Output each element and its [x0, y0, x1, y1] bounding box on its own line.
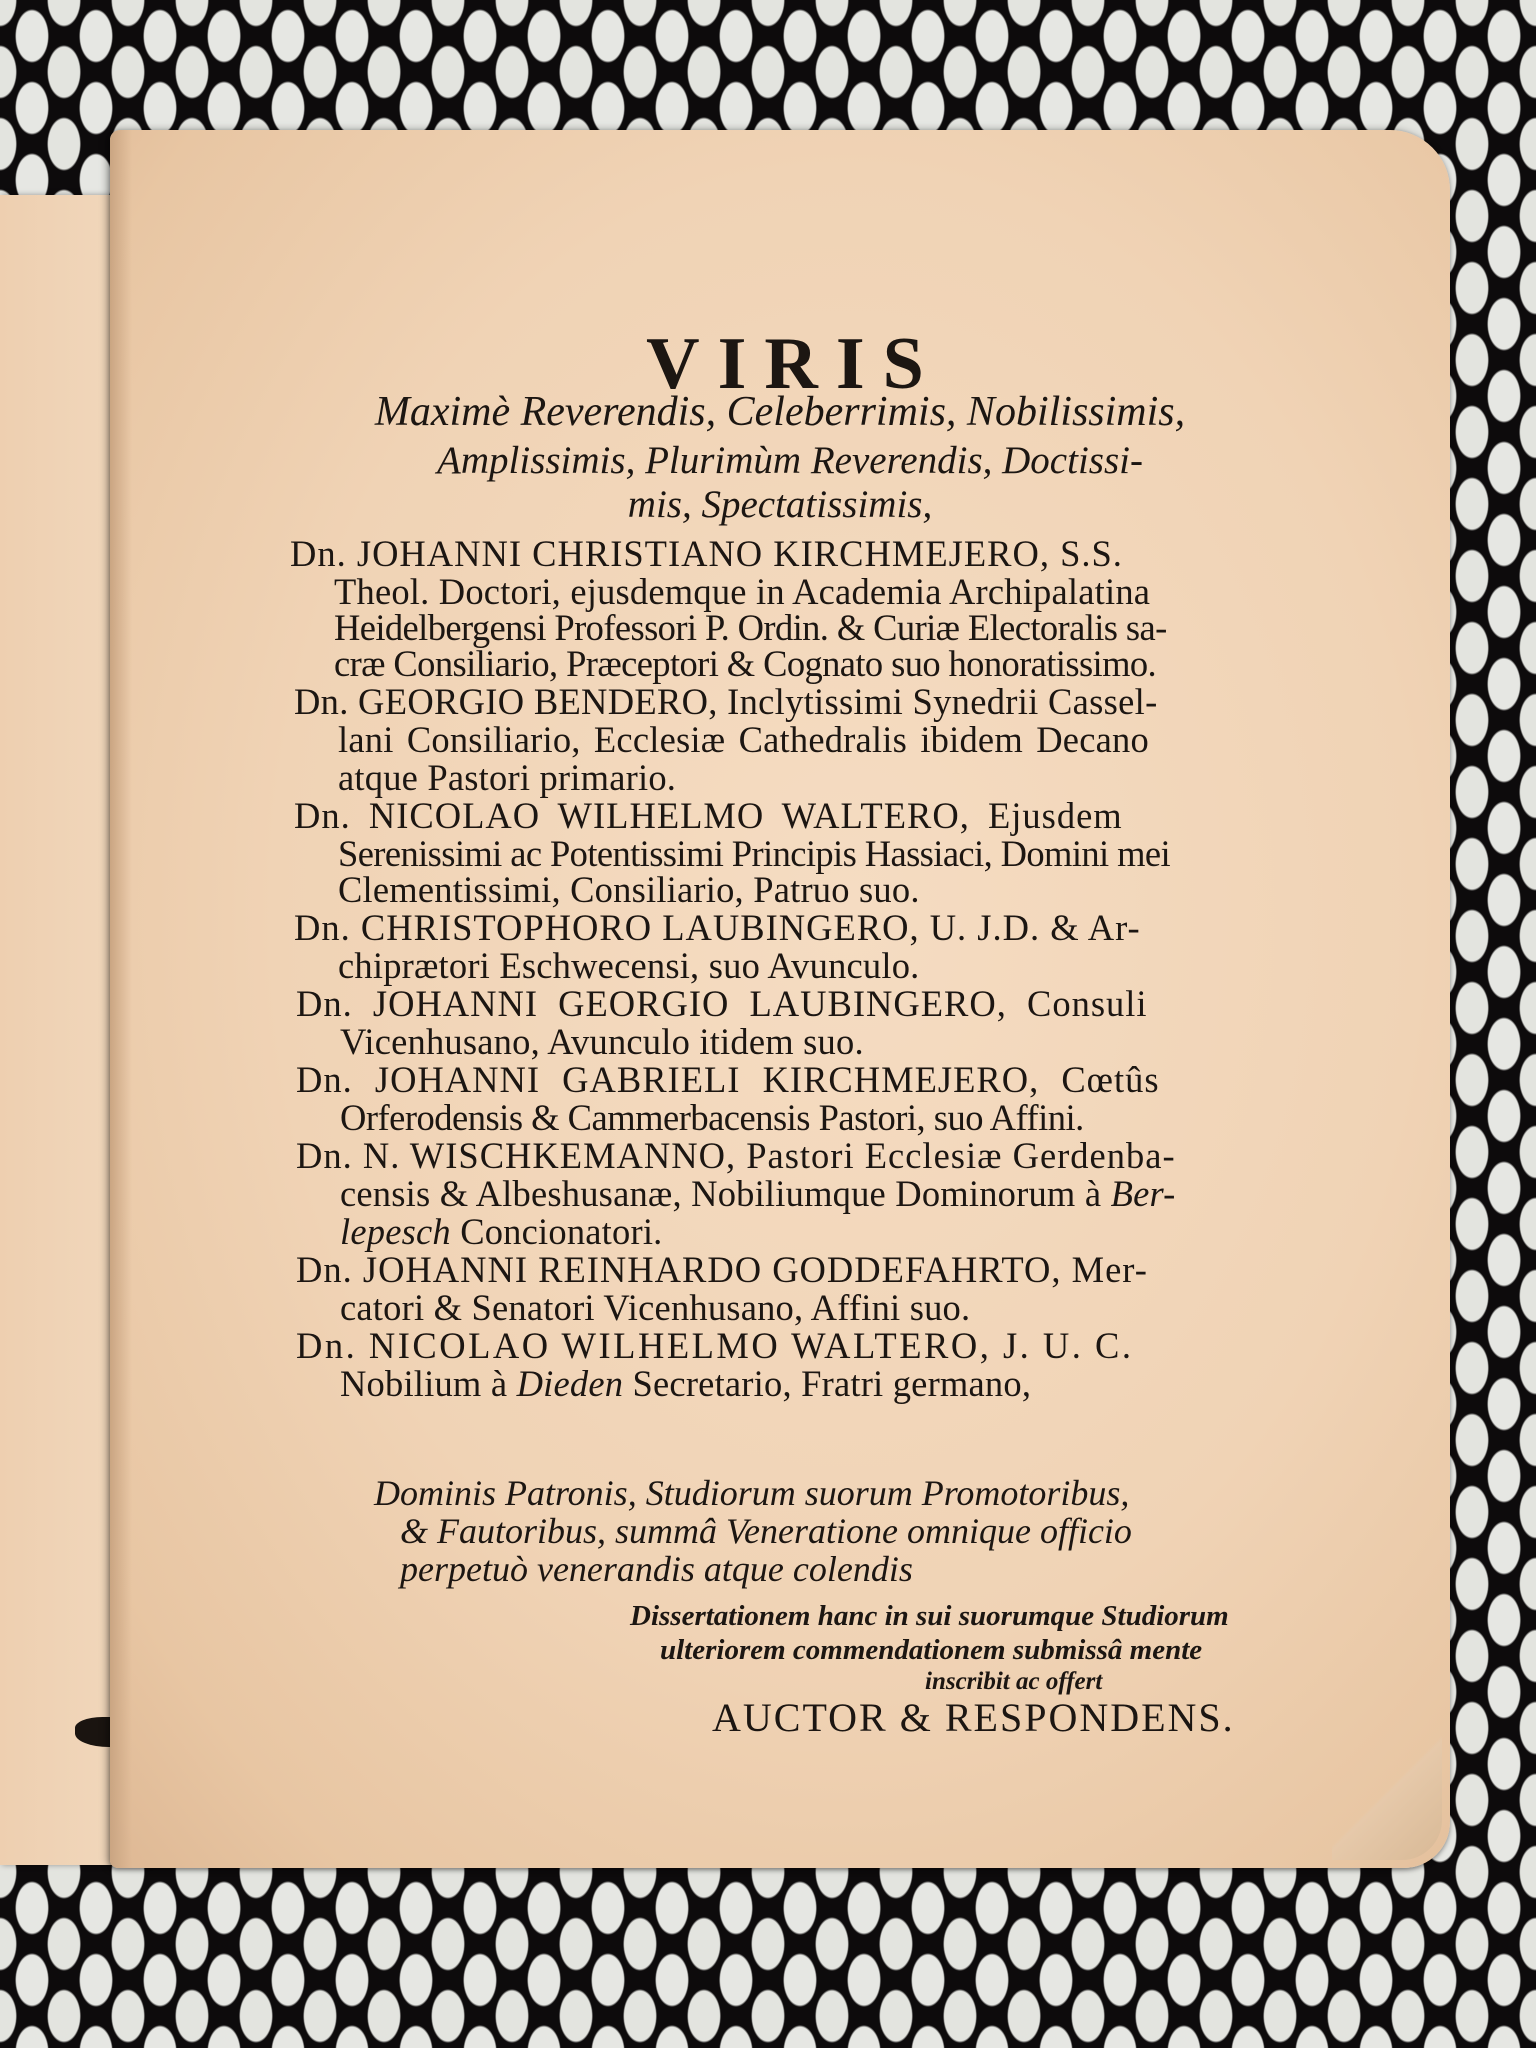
- dedicatee-6-line-1: Dn. JOHANNI GABRIELI KIRCHMEJERO, Cœtûs: [296, 1059, 1160, 1100]
- dedicatee-7-line-1: Dn. N. WISCHKEMANNO, Pastori Ecclesiæ Gerdenba-: [296, 1135, 1176, 1176]
- dedicatee-6-line-2: Orferodensis & Cammerbacensis Pastori, suo Affini.: [340, 1097, 1084, 1138]
- dedicatee-3-line-3: Clementissimi, Consiliario, Patruo suo.: [338, 869, 920, 910]
- dedicatee-7-line-2-text: censis & Albeshusanæ, Nobiliumque Dominorum à: [340, 1173, 1111, 1214]
- dedicatee-9-line-2-text: Nobilium à: [340, 1363, 517, 1404]
- dedicatee-1-line-1: Dn. JOHANNI CHRISTIANO KIRCHMEJERO, S.S.: [290, 533, 1123, 574]
- dedicatee-2-line-1: Dn. GEORGIO BENDERO, Inclytissimi Synedrii Cassel-: [294, 681, 1158, 722]
- dedicatee-7-line-2: [340, 1172, 1176, 1215]
- dedicatee-2-line-3: atque Pastori primario.: [338, 757, 677, 798]
- dedicatee-5-line-2: Vicenhusano, Avunculo itidem suo.: [340, 1021, 864, 1062]
- dedication-line-3: inscribit ac offert: [925, 1668, 1103, 1695]
- closing-line-2: & Fautoribus, summâ Veneratione omnique officio: [400, 1511, 1132, 1551]
- dedicatee-9-line-2: [340, 1362, 1031, 1405]
- dedicatee-7-line-3-text: Concionatori.: [460, 1211, 663, 1252]
- dedication-line-1: Dissertationem hanc in sui suorumque Studiorum: [630, 1600, 1229, 1632]
- dedicatee-9-line-2-rest: Secretario, Fratri germano,: [623, 1363, 1032, 1404]
- dedicatee-3-line-2: Serenissimi ac Potentissimi Principis Hassiaci, Domini mei: [338, 833, 1171, 874]
- dedicatee-9-italic-dieden: Dieden: [516, 1363, 624, 1404]
- closing-line-3: perpetuò venerandis atque colendis: [400, 1549, 913, 1589]
- dedicatee-7-italic-ber: Ber-: [1110, 1173, 1176, 1214]
- salutation-line-3: mis, Spectatissimis,: [627, 483, 933, 526]
- dedication-page: [110, 130, 1450, 1868]
- dedicatee-8-line-1: Dn. JOHANNI REINHARDO GODDEFAHRTO, Mer-: [296, 1249, 1148, 1290]
- page-text: [110, 130, 1450, 1868]
- dedicatee-8-line-2: catori & Senatori Vicenhusano, Affini suo.: [340, 1287, 971, 1328]
- salutation-line-2: Amplissimis, Plurimùm Reverendis, Doctissi-: [437, 439, 1143, 482]
- dedicatee-5-line-1: Dn. JOHANNI GEORGIO LAUBINGERO, Consuli: [296, 983, 1148, 1024]
- dedicatee-1-line-2: Theol. Doctori, ejusdemque in Academia Archipalatina: [334, 571, 1151, 612]
- dedication-line-2: ulteriorem commendationem submissâ mente: [660, 1634, 1203, 1666]
- dedicatee-2-line-2: lani Consiliario, Ecclesiæ Cathedralis ibidem Decano: [338, 719, 1149, 760]
- salutation-line-1: Maximè Reverendis, Celeberrimis, Nobilissimis,: [374, 389, 1186, 435]
- dedicatee-7-italic-lepesch: lepesch: [340, 1211, 451, 1252]
- page-title: VIRIS: [646, 323, 942, 405]
- closing-line-1: Dominis Patronis, Studiorum suorum Promotoribus,: [374, 1473, 1130, 1513]
- dedicatee-4-line-2: chiprætori Eschwecensi, suo Avunculo.: [338, 945, 920, 986]
- dedicatee-7-line-3: [340, 1210, 663, 1253]
- dedicatee-1-line-3: Heidelbergensi Professori P. Ordin. & Curiæ Electoralis sa-: [334, 607, 1167, 648]
- dedicatee-3-line-1: Dn. NICOLAO WILHELMO WALTERO, Ejusdem: [294, 795, 1123, 836]
- dedicatee-4-line-1: Dn. CHRISTOPHORO LAUBINGERO, U. J.D. & Ar-: [294, 907, 1141, 948]
- signature: AUCTOR & RESPONDENS.: [712, 1695, 1235, 1740]
- dedicatee-1-line-4: cræ Consiliario, Præceptori & Cognato suo honoratissimo.: [334, 643, 1157, 684]
- dedicatee-9-line-1: Dn. NICOLAO WILHELMO WALTERO, J. U. C.: [296, 1325, 1134, 1366]
